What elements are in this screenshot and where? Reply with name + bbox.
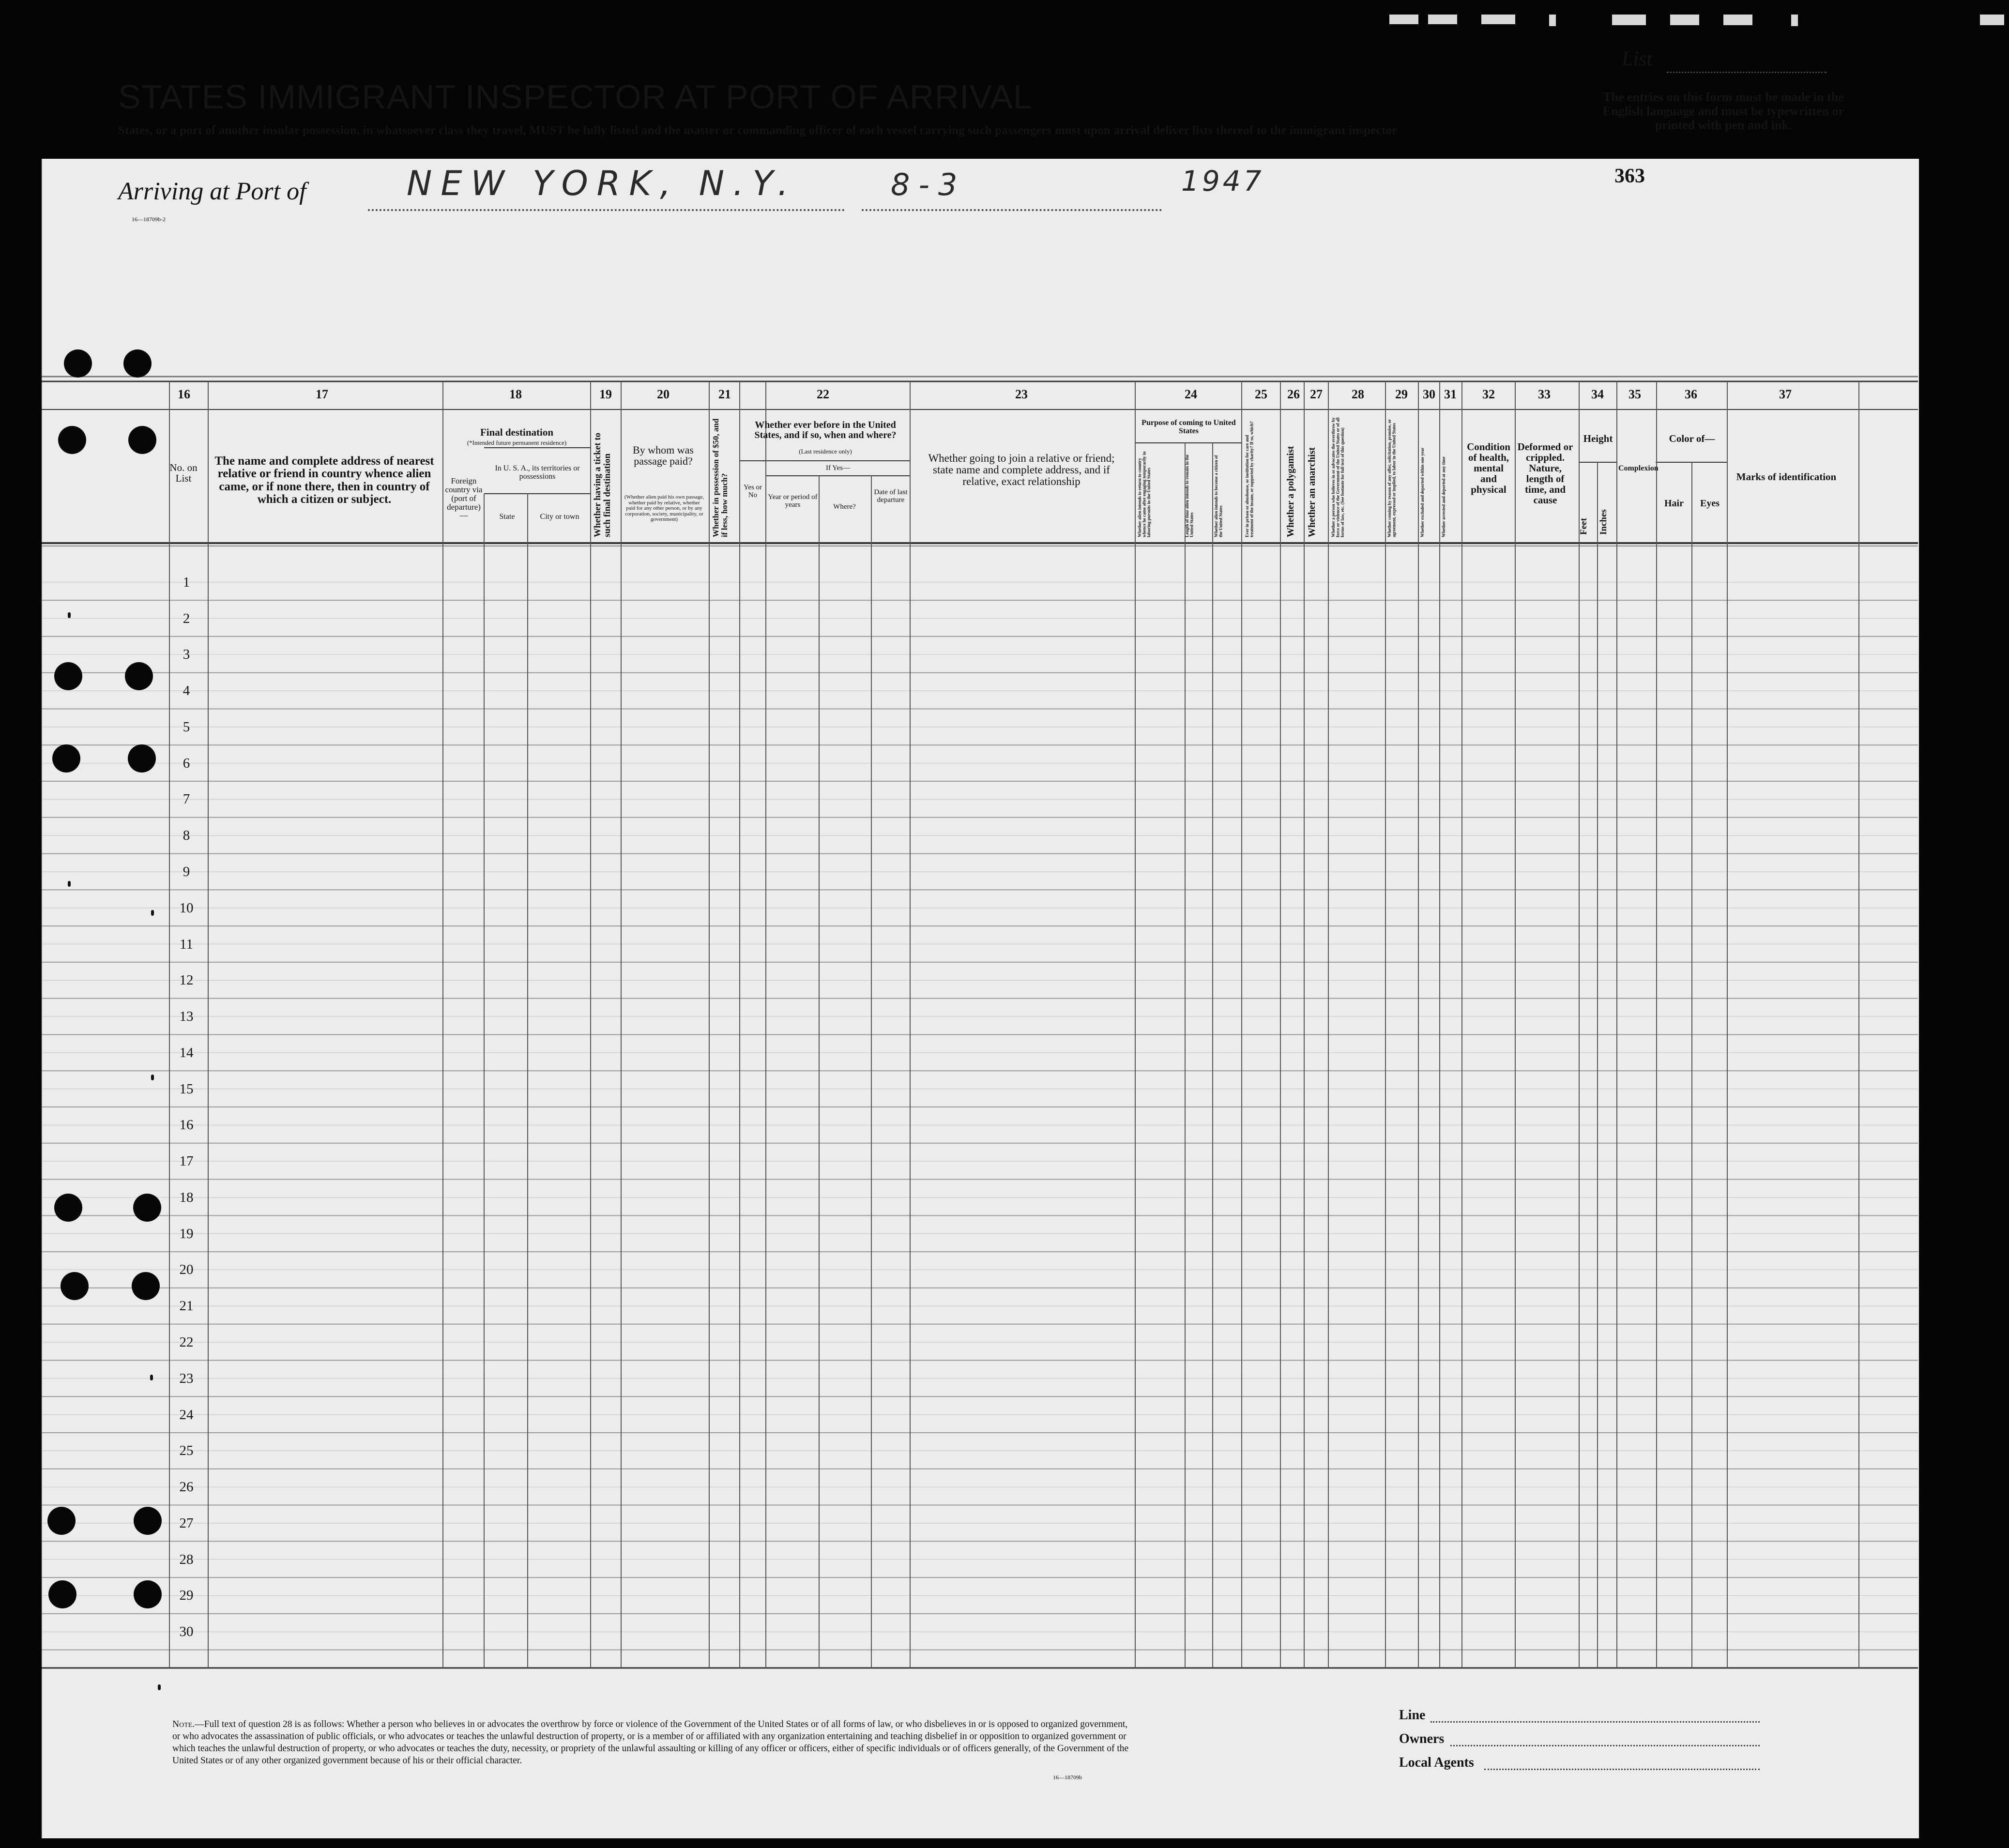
row-number: 11	[180, 936, 193, 952]
owners-field	[1450, 1745, 1760, 1746]
col-num-28: 28	[1352, 387, 1364, 401]
header-return-intent: Whether alien intends to return to country whence he came after engaging temporarily in laboring pursuits in the United States	[1137, 451, 1151, 537]
header-feet: Feet	[1579, 518, 1589, 535]
row-number: 7	[183, 791, 190, 807]
header-arrested: Whether arrested and deported at any time	[1441, 456, 1446, 537]
header-length-stay: Length of time alien intends to remain in the United States	[1185, 454, 1194, 537]
note-text: —Full text of question 28 is as follows: Whether a person who believes in or advocates the overthrow by force or violence of the Government of the United States or of all forms of law, or who disbelieves in or is opposed to organized government, or who advocates the assassination of public officials, or who advocates or teaches the unlawful destruction of property, or is a member of or affiliated with any organization entertaining and teaching disbelief in or opposition to organized government or which teaches the unlawful destruction of property, or who advocates or teaches the duty, necessity, or propriety of the unlawful assaulting or killing of any officer or officers, either of specific individuals or of officers generally, of the Government of the United States or of any other organized government because of his or their official character.	[172, 1719, 1129, 1766]
header-nearest-relative: The name and complete address of nearest relative or friend in country whence alien came, or if none there, then in country of which a citizen or subject.	[214, 454, 434, 506]
row-number: 21	[179, 1298, 194, 1314]
speck	[150, 1375, 153, 1380]
punch-hole	[58, 426, 86, 454]
col-num-26: 26	[1287, 387, 1300, 401]
header-year-period: Year or period of years	[768, 493, 818, 509]
row-number: 28	[179, 1551, 194, 1567]
row-number: 18	[179, 1189, 194, 1205]
header-overthrow: Whether a person who believes in or advocates the overthrow by force or violence of the Government of the United States or of all forms of law, etc. (See footnote for full text of this question)	[1331, 417, 1345, 537]
punch-hole	[54, 1194, 82, 1222]
footer-code: 16—18709b	[1053, 1774, 1082, 1781]
header-excluded: Whether excluded and deported within one year	[1420, 447, 1425, 537]
speck	[151, 1075, 154, 1080]
list-label: List	[1622, 48, 1653, 70]
punch-hole	[48, 1580, 76, 1608]
header-height: Height	[1583, 433, 1613, 444]
header-foreign-country: Foreign country via (port of departure)—	[445, 476, 483, 520]
row-number: 6	[183, 755, 190, 771]
col-num-25: 25	[1255, 387, 1267, 401]
row-number: 25	[179, 1443, 194, 1459]
local-agents-label: Local Agents	[1399, 1755, 1474, 1770]
punch-hole	[54, 662, 82, 690]
header-health: Condition of health, mental and physical	[1467, 441, 1510, 496]
col-num-24: 24	[1185, 387, 1197, 401]
speck	[158, 1684, 161, 1690]
row-number: 22	[179, 1334, 194, 1350]
col-num-29: 29	[1395, 387, 1408, 401]
row-number: 3	[183, 647, 190, 663]
page-number: 363	[1614, 165, 1645, 187]
header-hair: Hair	[1664, 498, 1684, 509]
punch-hole	[125, 662, 153, 690]
col-num-20: 20	[657, 387, 670, 401]
col-num-21: 21	[718, 387, 731, 401]
speck	[68, 612, 71, 618]
header-complexion: Complexion	[1618, 464, 1659, 472]
header-anarchist: Whether an anarchist	[1307, 447, 1317, 537]
header-last-residence: (Last residence only)	[799, 448, 852, 455]
header-citizen-intent: Whether alien intends to become a citizen of the United States	[1214, 455, 1223, 537]
form-code: 16—18709b-2	[132, 216, 166, 223]
header-passage-note: (Whether alien paid his own passage, whether paid by relative, whether paid for any other person, or by any corporation, society, municipality, or government)	[624, 494, 704, 523]
punch-hole	[132, 1272, 160, 1300]
col-num-30: 30	[1423, 387, 1435, 401]
col-num-35: 35	[1629, 387, 1641, 401]
header-deformed: Deformed or crippled. Nature, length of time, and cause	[1517, 441, 1573, 506]
header-yes-no: Yes or No	[743, 484, 762, 499]
punch-hole	[47, 1507, 76, 1535]
row-number: 29	[179, 1588, 194, 1604]
row-number: 2	[183, 610, 190, 626]
header-fifty-dollars: Whether in possession of $50, and if less, how much?	[711, 418, 729, 537]
note-label: Note.	[172, 1719, 195, 1729]
date-handwritten: 8-3	[891, 167, 966, 202]
row-number: 19	[179, 1226, 194, 1242]
header-marks: Marks of identification	[1736, 471, 1837, 483]
row-number: 17	[179, 1153, 194, 1169]
header-ever-before: Whether ever before in the United States, and if so, when and where?	[754, 420, 897, 440]
arriving-label: Arriving at Port of	[118, 178, 306, 205]
row-number: 20	[179, 1262, 194, 1278]
header-join-relative: Whether going to join a relative or friend; state name and complete address, and if relative, exact relationship	[928, 452, 1115, 488]
col-num-27: 27	[1310, 387, 1323, 401]
row-number: 26	[179, 1479, 194, 1495]
punch-hole	[61, 1272, 89, 1300]
row-number: 24	[179, 1407, 194, 1423]
header-state: State	[499, 513, 515, 521]
row-number: 8	[183, 828, 190, 844]
col-num-37: 37	[1779, 387, 1792, 401]
punch-hole	[123, 349, 152, 378]
form-subtitle: States, or a port of another insular possession, in whatsoever class they travel, MUST be fully listed and the master or commanding officer of each vessel carrying such passengers must upon arrival deliver lists thereof to the immigrant inspector	[118, 124, 1398, 137]
header-purpose: Purpose of coming to United States	[1141, 419, 1236, 435]
row-number: 14	[179, 1045, 194, 1060]
punch-hole	[133, 1194, 161, 1222]
header-color-of: Color of—	[1669, 433, 1715, 444]
speck	[68, 881, 71, 887]
row-number: 27	[179, 1515, 194, 1531]
header-last-departure: Date of last departure	[874, 488, 908, 504]
header-eyes: Eyes	[1700, 498, 1720, 509]
row-number: 30	[179, 1624, 194, 1640]
header-no-on-list: No. on List	[169, 462, 198, 485]
col-num-34: 34	[1591, 387, 1604, 401]
punch-hole	[64, 349, 92, 378]
form-title: STATES IMMIGRANT INSPECTOR AT PORT OF ARRIVAL	[118, 78, 1033, 116]
header-passage-paid: By whom was passage paid?	[633, 444, 694, 468]
header-in-usa: In U. S. A., its territories or possessions	[495, 464, 580, 481]
local-agents-field	[1484, 1769, 1760, 1770]
punch-hole	[52, 744, 80, 773]
row-number: 4	[183, 683, 190, 699]
col-num-22: 22	[817, 387, 829, 401]
line-field	[1431, 1721, 1760, 1723]
header-labor-offer: Whether coming by reason of any offer, solicitation, promise, or agreement, expressed or implied, to labor in the United States	[1387, 419, 1397, 537]
header-city: City or town	[540, 513, 579, 521]
col-num-32: 32	[1482, 387, 1495, 401]
row-number: 13	[179, 1009, 194, 1025]
header-final-destination-note: (*Intended future permanent residence)	[467, 439, 567, 446]
footnote-q28	[172, 1718, 1136, 1767]
port-handwritten: NEW YORK, N.Y.	[407, 164, 797, 203]
header-final-destination: Final destination	[480, 426, 554, 438]
punch-hole	[134, 1580, 162, 1608]
row-number: 15	[179, 1081, 194, 1097]
header-where: Where?	[833, 503, 856, 511]
row-number: 23	[179, 1370, 194, 1386]
line-label: Line	[1399, 1708, 1426, 1723]
year-handwritten: 1947	[1181, 165, 1264, 197]
entries-notice: The entries on this form must be made in the English language and must be typewritten or printed with pen and ink.	[1602, 90, 1844, 132]
header-if-yes: If Yes—	[825, 464, 850, 472]
header-prison: Ever in prison or almshouse, or institution for care and treatment of the insane, or supported by charity? If so, which?	[1245, 421, 1254, 537]
col-num-36: 36	[1685, 387, 1697, 401]
col-num-23: 23	[1015, 387, 1028, 401]
row-number: 9	[183, 863, 190, 879]
col-num-33: 33	[1538, 387, 1551, 401]
col-num-18: 18	[509, 387, 522, 401]
row-number: 5	[183, 719, 190, 735]
row-number: 16	[179, 1117, 194, 1133]
row-number: 10	[179, 900, 194, 916]
owners-label: Owners	[1399, 1731, 1445, 1746]
col-num-16: 16	[178, 387, 190, 401]
header-ticket: Whether having a ticket to such final destination	[593, 432, 612, 537]
col-num-17: 17	[316, 387, 328, 401]
speck	[151, 910, 154, 916]
row-number: 1	[183, 574, 190, 590]
punch-hole	[134, 1507, 162, 1535]
punch-hole	[128, 744, 156, 773]
header-polygamist: Whether a polygamist	[1285, 446, 1296, 537]
punch-hole	[128, 426, 156, 454]
col-num-31: 31	[1444, 387, 1457, 401]
header-inches: Inches	[1598, 509, 1609, 535]
row-number: 12	[179, 972, 194, 988]
col-num-19: 19	[599, 387, 612, 401]
